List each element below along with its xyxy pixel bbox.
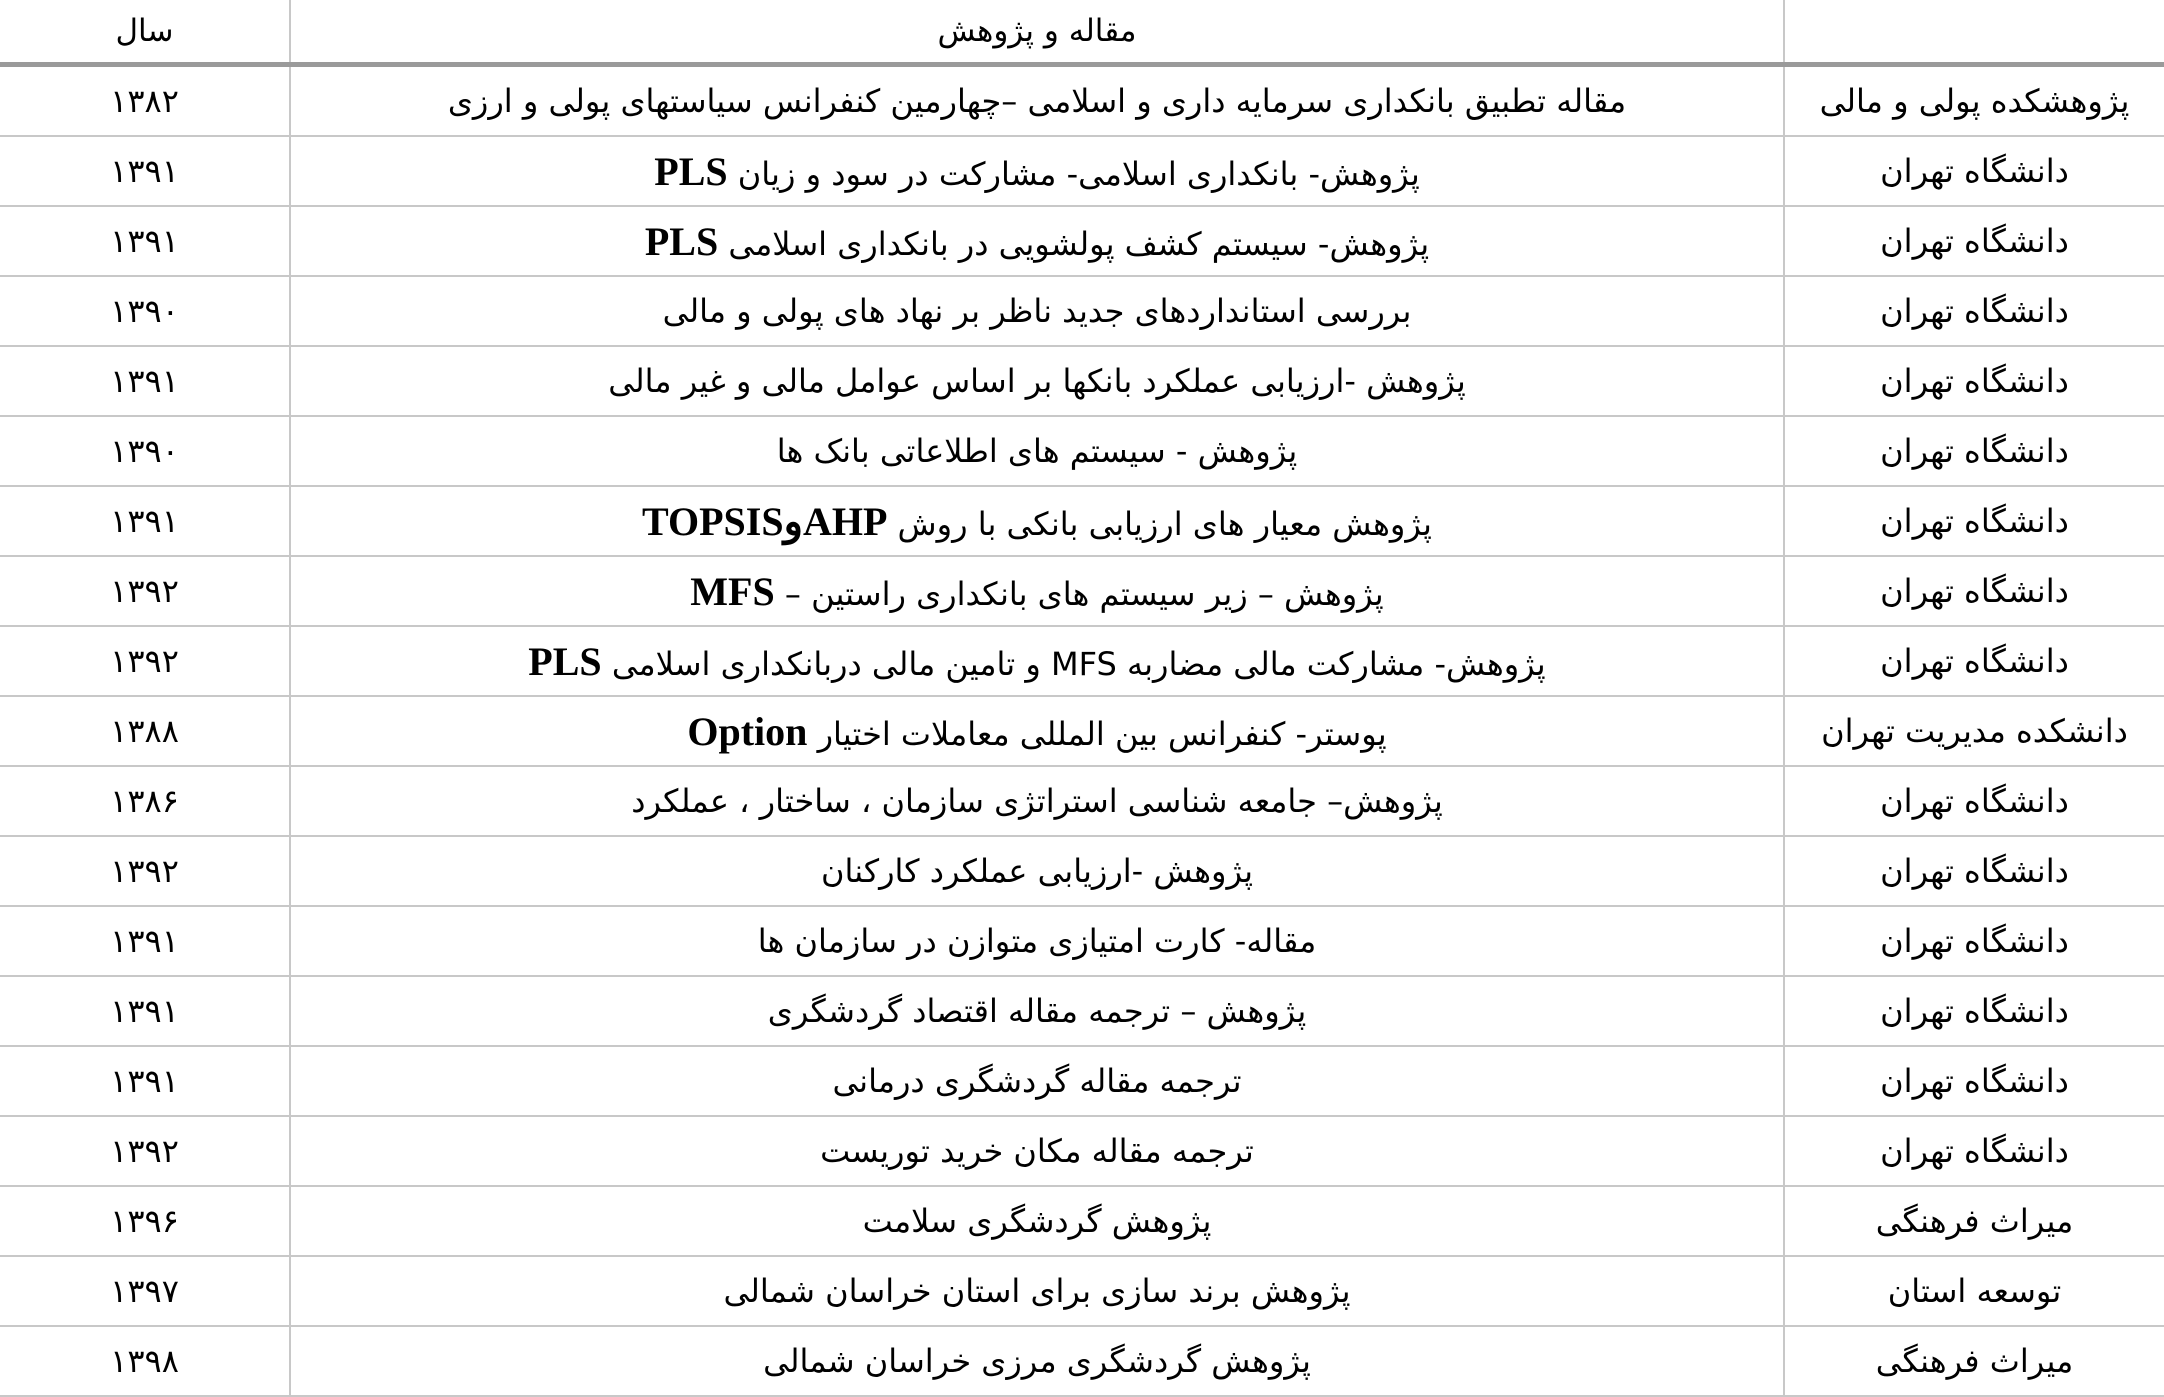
- title-cell: [290, 1116, 1784, 1186]
- year-cell: ۱۳۹۰: [0, 416, 290, 486]
- organization-cell: پژوهشکده پولی و مالی: [1784, 65, 2164, 137]
- title-text: پژوهش -ارزیابی عملکرد کارکنان: [820, 852, 1254, 890]
- title-text: پژوهش- مشارکت مالی مضاربه MFS و تامین مالی دربانکداری اسلامی: [601, 644, 1546, 683]
- title-text: پژوهش- سیستم کشف پولشویی در بانکداری اسلامی: [718, 224, 1430, 263]
- title-text: مقاله- کارت امتیازی متوازن در سازمان ها: [757, 922, 1317, 960]
- title-cell: [290, 276, 1784, 346]
- table-row: [0, 65, 2164, 137]
- organization-cell: دانشگاه تهران: [1784, 346, 2164, 416]
- table-row: [0, 766, 2164, 836]
- title-cell: [290, 976, 1784, 1046]
- title-cell: [290, 1256, 1784, 1326]
- table-row: [0, 346, 2164, 416]
- organization-cell: توسعه استان: [1784, 1256, 2164, 1326]
- organization-cell: دانشگاه تهران: [1784, 626, 2164, 696]
- title-text: ترجمه مقاله مکان خرید توریست: [820, 1132, 1254, 1170]
- organization-cell: دانشگاه تهران: [1784, 276, 2164, 346]
- year-cell: ۱۳۹۱: [0, 346, 290, 416]
- title-text: پژوهش معیار های ارزیابی بانکی با روش: [887, 504, 1432, 543]
- year-cell: ۱۳۹۱: [0, 206, 290, 276]
- year-cell: ۱۳۹۱: [0, 136, 290, 206]
- table-header-row: [0, 0, 2164, 65]
- year-cell: ۱۳۸۲: [0, 65, 290, 137]
- title-cell: [290, 416, 1784, 486]
- title-cell: [290, 1046, 1784, 1116]
- year-cell: ۱۳۸۸: [0, 696, 290, 766]
- title-cell: [290, 206, 1784, 276]
- year-cell: ۱۳۹۶: [0, 1186, 290, 1256]
- table-row: [0, 976, 2164, 1046]
- header-title: مقاله و پژوهش: [290, 0, 1784, 65]
- table-row: [0, 1046, 2164, 1116]
- title-text: پژوهش- بانکداری اسلامی- مشارکت در سود و زیان: [727, 154, 1420, 193]
- table-row: [0, 206, 2164, 276]
- title-cell: [290, 1326, 1784, 1396]
- organization-cell: دانشگاه تهران: [1784, 1116, 2164, 1186]
- title-text: پژوهش– جامعه شناسی استراتژی سازمان ، ساختار ، عملکرد: [631, 782, 1443, 820]
- title-cell: [290, 766, 1784, 836]
- table-body: [0, 65, 2164, 1397]
- title-text: پژوهش – ترجمه مقاله اقتصاد گردشگری: [767, 992, 1307, 1030]
- title-cell: [290, 626, 1784, 696]
- organization-cell: دانشگاه تهران: [1784, 136, 2164, 206]
- title-text: پوستر- کنفرانس بین المللی معاملات اختیار: [807, 714, 1387, 753]
- title-text: پژوهش - سیستم های اطلاعاتی بانک ها: [776, 432, 1298, 470]
- year-cell: ۱۳۹۱: [0, 486, 290, 556]
- organization-cell: دانشگاه تهران: [1784, 556, 2164, 626]
- table-row: [0, 276, 2164, 346]
- organization-cell: دانشکده مدیریت تهران: [1784, 696, 2164, 766]
- table-row: [0, 1186, 2164, 1256]
- title-text: پژوهش گردشگری سلامت: [862, 1202, 1212, 1240]
- table-row: [0, 1116, 2164, 1186]
- title-text: پژوهش -ارزیابی عملکرد بانکها بر اساس عوامل مالی و غیر مالی: [608, 362, 1466, 400]
- table-row: [0, 1326, 2164, 1396]
- title-cell: [290, 906, 1784, 976]
- title-latin-term: MFS: [690, 568, 775, 614]
- organization-cell: میراث فرهنگی: [1784, 1186, 2164, 1256]
- table-row: [0, 136, 2164, 206]
- table-row: [0, 416, 2164, 486]
- year-cell: ۱۳۹۷: [0, 1256, 290, 1326]
- table-row: [0, 556, 2164, 626]
- header-organization: [1784, 0, 2164, 65]
- organization-cell: دانشگاه تهران: [1784, 486, 2164, 556]
- title-latin-term: AHPوTOPSIS: [642, 498, 888, 544]
- year-cell: ۱۳۹۲: [0, 1116, 290, 1186]
- title-cell: [290, 65, 1784, 137]
- organization-cell: دانشگاه تهران: [1784, 766, 2164, 836]
- year-cell: ۱۳۹۲: [0, 626, 290, 696]
- organization-cell: دانشگاه تهران: [1784, 1046, 2164, 1116]
- organization-cell: دانشگاه تهران: [1784, 206, 2164, 276]
- table-row: [0, 1256, 2164, 1326]
- organization-cell: دانشگاه تهران: [1784, 416, 2164, 486]
- title-cell: [290, 836, 1784, 906]
- title-latin-term: PLS: [654, 148, 728, 194]
- year-cell: ۱۳۹۰: [0, 276, 290, 346]
- year-cell: ۱۳۸۶: [0, 766, 290, 836]
- year-cell: ۱۳۹۱: [0, 976, 290, 1046]
- title-cell: [290, 136, 1784, 206]
- table-row: [0, 696, 2164, 766]
- title-latin-term: Option: [687, 708, 808, 754]
- title-latin-term: PLS: [528, 638, 602, 684]
- title-text: بررسی استانداردهای جدید ناظر بر نهاد های پولی و مالی: [662, 292, 1412, 330]
- title-text: مقاله تطبیق بانکداری سرمایه داری و اسلامی –چهارمین کنفرانس سیاستهای پولی و ارزی: [447, 82, 1627, 120]
- year-cell: ۱۳۹۸: [0, 1326, 290, 1396]
- organization-cell: دانشگاه تهران: [1784, 906, 2164, 976]
- title-text: ترجمه مقاله گردشگری درمانی: [832, 1062, 1242, 1100]
- title-cell: [290, 346, 1784, 416]
- year-cell: ۱۳۹۱: [0, 906, 290, 976]
- title-text: پژوهش – زیر سیستم های بانکداری راستین –: [774, 574, 1384, 613]
- year-cell: ۱۳۹۲: [0, 556, 290, 626]
- title-cell: [290, 556, 1784, 626]
- title-text: پژوهش گردشگری مرزی خراسان شمالی: [763, 1342, 1311, 1380]
- table-row: [0, 486, 2164, 556]
- year-cell: ۱۳۹۱: [0, 1046, 290, 1116]
- title-cell: [290, 1186, 1784, 1256]
- table-row: [0, 906, 2164, 976]
- organization-cell: دانشگاه تهران: [1784, 836, 2164, 906]
- header-year: سال: [0, 0, 290, 65]
- title-cell: [290, 486, 1784, 556]
- organization-cell: میراث فرهنگی: [1784, 1326, 2164, 1396]
- title-latin-term: PLS: [644, 218, 719, 264]
- table-row: [0, 626, 2164, 696]
- organization-cell: دانشگاه تهران: [1784, 976, 2164, 1046]
- year-cell: ۱۳۹۲: [0, 836, 290, 906]
- table-row: [0, 836, 2164, 906]
- title-cell: [290, 696, 1784, 766]
- title-text: پژوهش برند سازی برای استان خراسان شمالی: [723, 1272, 1351, 1310]
